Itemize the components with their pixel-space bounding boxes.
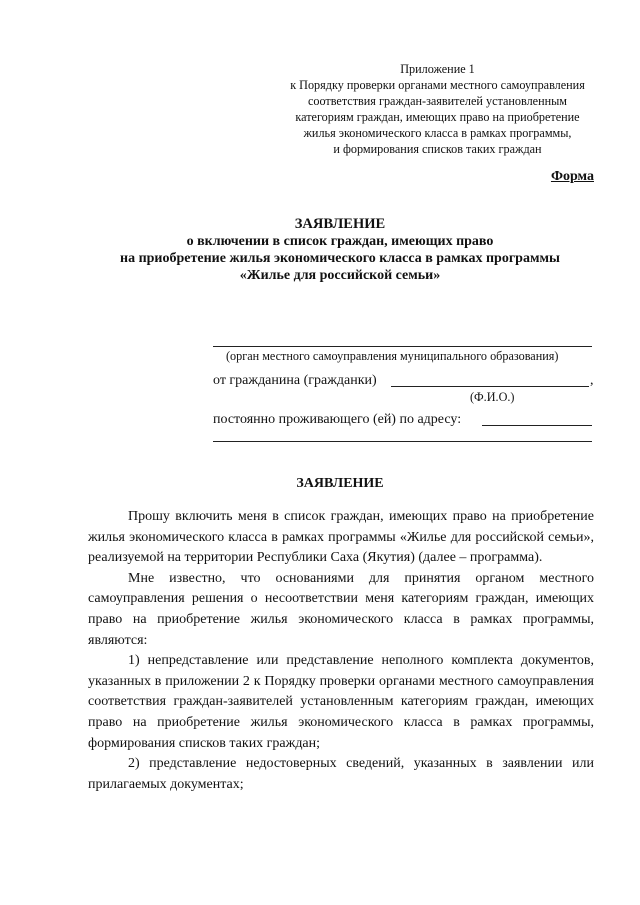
appendix-line: к Порядку проверки органами местного самоуправления — [290, 78, 585, 92]
paragraph: Прошу включить меня в список граждан, имеющих право на приобретение жилья экономического класса в рамках программы «Жилье для российской семьи», реализуемой на территории Республики Саха (Якутия) (далее – программа). — [88, 509, 594, 566]
fio-blank-line[interactable] — [391, 386, 589, 387]
section-title: ЗАЯВЛЕНИЕ — [296, 476, 384, 491]
appendix-line: Приложение 1 — [400, 62, 475, 76]
appendix-line: категориям граждан, имеющих право на приобретение — [295, 110, 580, 124]
title-heading: ЗАЯВЛЕНИЕ — [294, 216, 386, 232]
title-line: о включении в список граждан, имеющих право — [186, 234, 494, 249]
address-blank-line-2[interactable] — [213, 441, 592, 442]
title-line: «Жилье для российской семьи» — [239, 268, 441, 283]
statement-body — [88, 507, 594, 795]
title-line: на приобретение жилья экономического класса в рамках программы — [120, 251, 560, 266]
org-caption: (орган местного самоуправления муниципального образования) — [226, 349, 559, 363]
residence-label: постоянно проживающего (ей) по адресу: — [213, 412, 462, 427]
form-label: Форма — [550, 169, 594, 184]
document-title — [60, 216, 620, 284]
appendix-line: и формирования списков таких граждан — [333, 142, 542, 156]
paragraph: 1) непредставление или представление неполного комплекта документов, указанных в приложении 2 к Порядку проверки органами местного самоуправления соответствия граждан-заявителей установленным категориям граждан, имеющих право на приобретение жилья экономического класса в рамках программы, формирования списков таких граждан; — [88, 653, 594, 751]
fio-caption: (Ф.И.О.) — [470, 390, 515, 404]
appendix-line: жилья экономического класса в рамках программы, — [303, 126, 572, 140]
org-blank-line[interactable] — [213, 346, 592, 347]
appendix-line: соответствия граждан-заявителей установленным — [307, 94, 568, 108]
fio-comma: , — [590, 373, 594, 388]
appendix-header — [230, 61, 640, 157]
from-label: от гражданина (гражданки) — [213, 373, 377, 388]
address-blank-line[interactable] — [482, 425, 592, 426]
paragraph: 2) представление недостоверных сведений, указанных в заявлении или прилагаемых документах; — [88, 756, 594, 792]
paragraph: Мне известно, что основаниями для принятия органом местного самоуправления решения о несоответствии меня категориям граждан, имеющих право на приобретение жилья экономического класса в рамках программы, являются: — [88, 570, 594, 648]
